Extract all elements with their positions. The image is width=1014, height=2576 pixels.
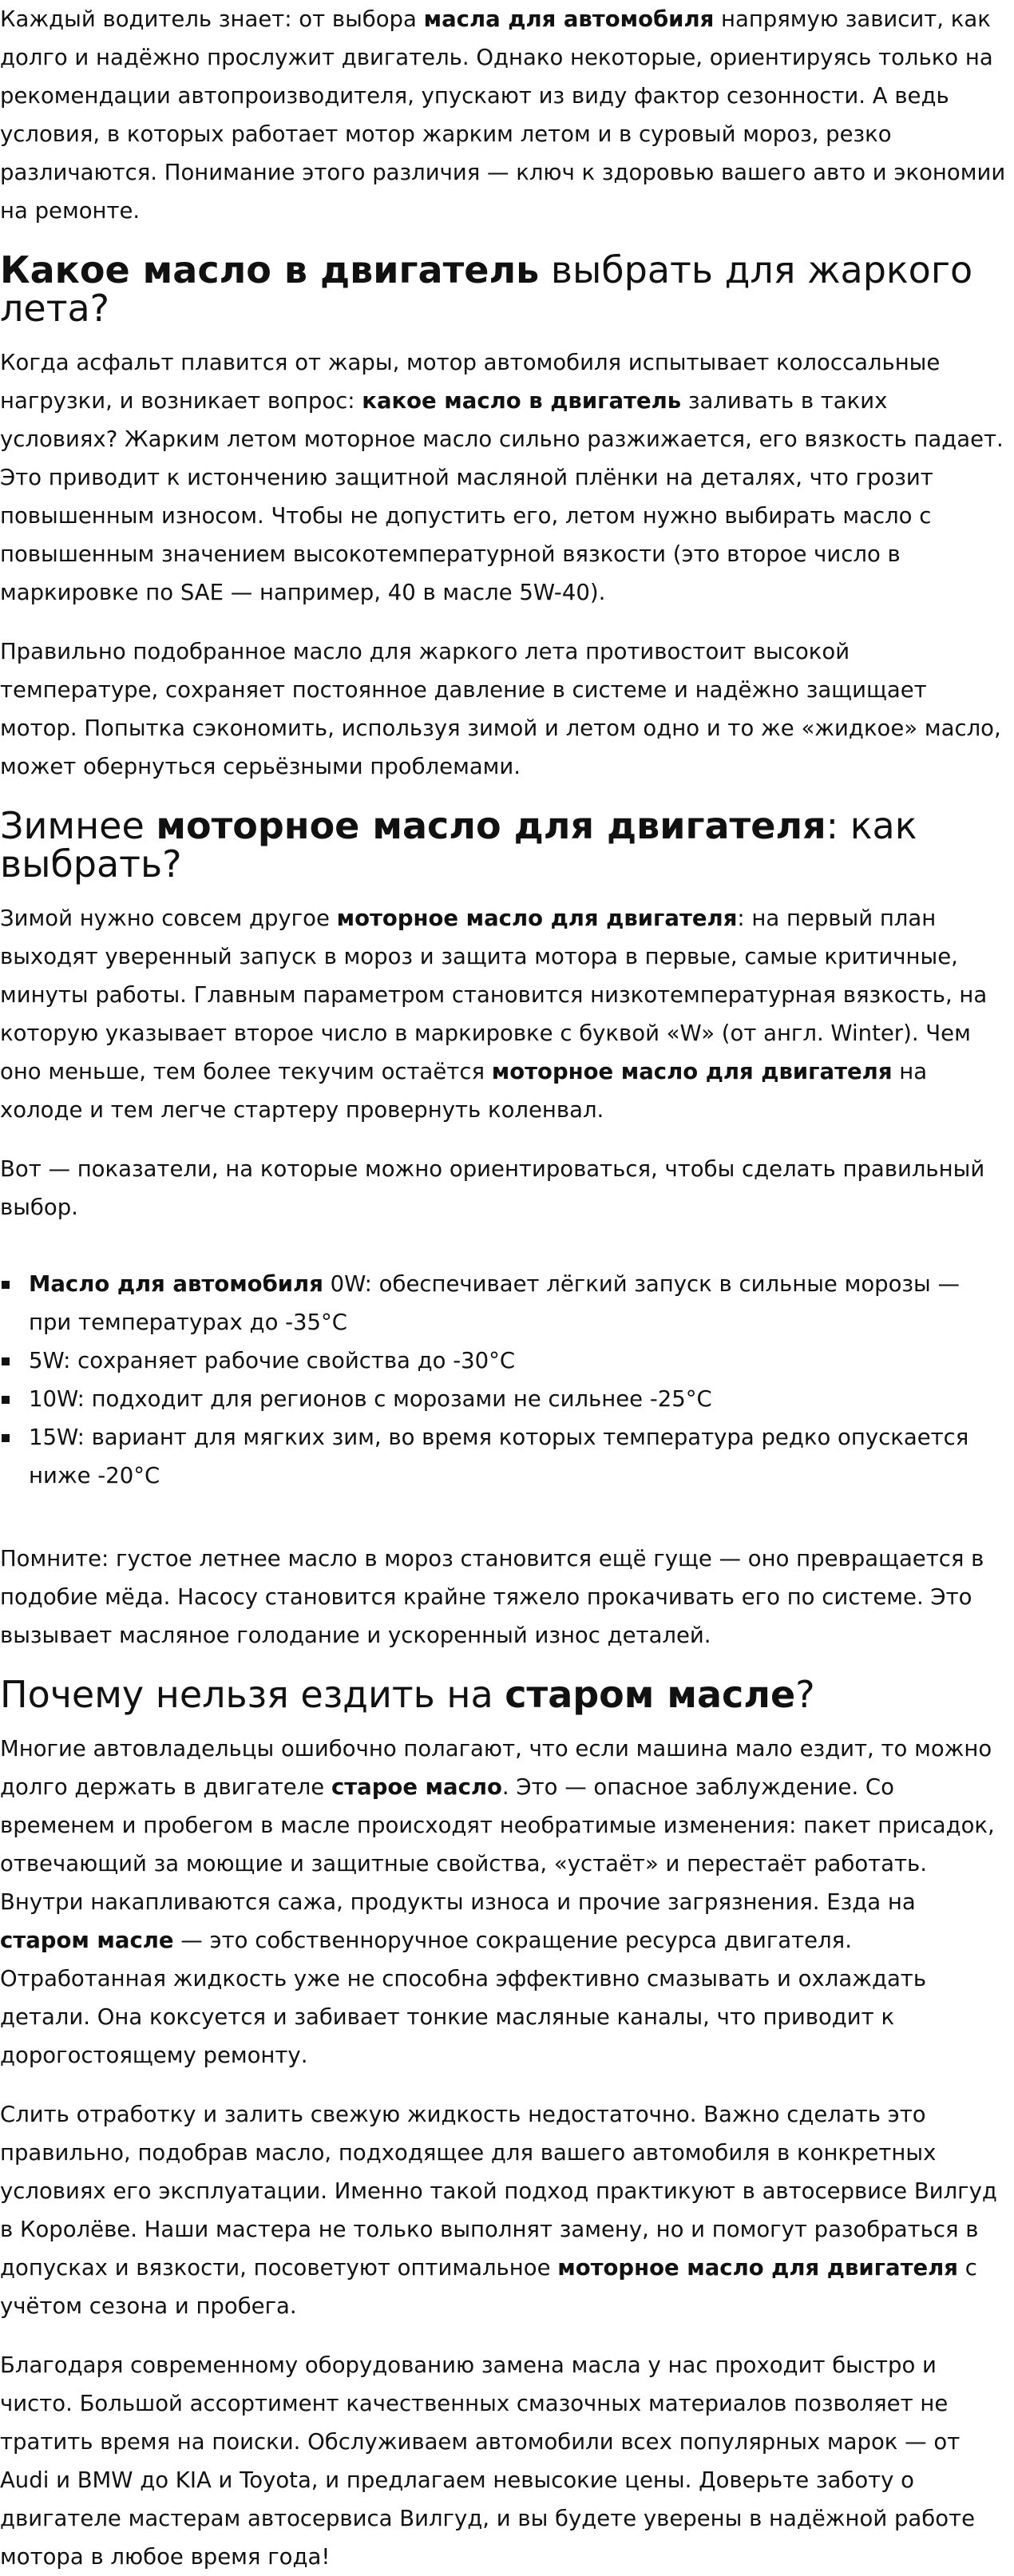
text-span: 10W: подходит для регионов с морозами не сильнее -25°C	[29, 1386, 712, 1412]
keyword-bold: какое масло в двигатель	[362, 388, 682, 414]
heading-text: ?	[795, 1673, 815, 1716]
heading-bold: Какое масло в двигатель	[0, 248, 540, 291]
winter-paragraph-2	[0, 1150, 1008, 1227]
text-span: . Это — опасное заблуждение. Со временем и пробегом в масле происходят необратимые изменения: пакет присадок, отвечающий за моющие и защитные свойства, «устаёт» и перестаёт работать. Внутри накапливаются сажа, продукты износа и прочие загрязнения. Езда на	[0, 1774, 995, 1915]
intro-paragraph	[0, 0, 1008, 230]
text-span: напрямую зависит, как долго и надёжно прослужит двигатель. Однако некоторые, ориентируясь только на рекомендации автопроизводителя, упускают из виду фактор сезонности. А ведь условия, в которых работает мотор жарким летом и в суровый мороз, резко различаются. Понимание этого различия — ключ к здоровью вашего авто и экономии на ремонте.	[0, 6, 1006, 224]
keyword-bold: старом масле	[0, 1928, 174, 1953]
list-item	[0, 1265, 1008, 1342]
text-span: с учётом сезона и пробега.	[0, 2255, 977, 2319]
text-span: Когда асфальт плавится от жары, мотор автомобиля испытывает колоссальные нагрузки, и возникает вопрос:	[0, 350, 941, 414]
heading-text: Почему нельзя ездить на	[0, 1673, 505, 1716]
winter-paragraph-3	[0, 1540, 1008, 1655]
text-span: заливать в таких условиях? Жарким летом моторное масло сильно разжижается, его вязкость падает. Это приводит к истончению защитной масляной плёнки на деталях, что грозит повышенным износом. Чтобы не допустить его, летом нужно выбирать масло с повышенным значением высокотемпературной вязкости (это второе число в маркировке по SAE — например, 40 в масле 5W-40).	[0, 388, 1004, 605]
text-span: Правильно подобранное масло для жаркого лета противостоит высокой температуре, сохраняет постоянное давление в системе и надёжно защищает мотор. Попытка сэкономить, используя зимой и летом одно и то же «жидкое» масло, может обернуться серьёзными проблемами.	[0, 639, 1001, 779]
heading-winter-oil	[0, 804, 1008, 886]
text-span: Благодаря современному оборудованию замена масла у нас проходит быстро и чисто. Большой ассортимент качественных смазочных материалов позволяет не тратить время на поиски. Обслуживаем автомобили всех популярных марок — от Audi и BMW до KIA и Toyota, и предлагаем невысокие цены. Доверьте заботу о двигателе мастерам автосервиса Вилгуд, и вы будете уверены в надёжной работе мотора в любое время года!	[0, 2352, 976, 2570]
text-span: Вот — показатели, на которые можно ориентироваться, чтобы сделать правильный выбор.	[0, 1156, 985, 1220]
winter-paragraph-1	[0, 899, 1008, 1129]
closing-paragraph	[0, 2346, 1008, 2576]
heading-old-oil	[0, 1675, 1008, 1714]
text-span: Каждый водитель знает: от выбора	[0, 6, 424, 32]
keyword-bold: масла для автомобиля	[423, 6, 715, 32]
keyword-bold: моторное масло для двигателя	[336, 906, 738, 931]
text-span: на холоде и тем легче стартеру провернуть коленвал.	[0, 1059, 928, 1123]
keyword-bold: моторное масло для двигателя	[557, 2255, 958, 2281]
text-span: Помните: густое летнее масло в мороз становится ещё гуще — оно превращается в подобие мёда. Насосу становится крайне тяжело прокачивать его по системе. Это вызывает масляное голодание и ускоренный износ деталей.	[0, 1546, 984, 1648]
list-item	[0, 1342, 1008, 1380]
text-span: Слить отработку и залить свежую жидкость недостаточно. Важно сделать это правильно, подобрав масло, подходящее для вашего автомобиля в конкретных условиях его эксплуатации. Именно такой подход практикуют в автосервисе Вилгуд в Королёве. Наши мастера не только выполнят замену, но и помогут разобраться в допусках и вязкости, посоветуют оптимальное	[0, 2102, 997, 2281]
summer-paragraph-1	[0, 343, 1008, 612]
text-span: : на первый план выходят уверенный запуск в мороз и защита мотора в первые, самые критичные, минуты работы. Главным параметром становится низкотемпературная вязкость, на которую указывает второе число в маркировке с буквой «W» (от англ. Winter). Чем оно меньше, тем более текучим остаётся	[0, 906, 988, 1084]
keyword-bold: моторное масло для двигателя	[491, 1059, 893, 1084]
text-span: 0W: обеспечивает лёгкий запуск в сильные морозы — при температурах до -35°C	[29, 1271, 961, 1335]
heading-summer-oil	[0, 248, 1008, 330]
heading-text: : как выбрать?	[0, 804, 917, 886]
old-oil-paragraph-2	[0, 2095, 1008, 2325]
text-span: Зимой нужно совсем другое	[0, 906, 337, 931]
heading-text: Зимнее	[0, 804, 156, 847]
list-item	[0, 1418, 1008, 1495]
summer-paragraph-2	[0, 632, 1008, 786]
list-item	[0, 1380, 1008, 1418]
heading-bold: моторное масло для двигателя	[156, 804, 826, 847]
text-span: — это собственноручное сокращение ресурса двигателя. Отработанная жидкость уже не способна эффективно смазывать и охлаждать детали. Она коксуется и забивает тонкие масляные каналы, что приводит к дорогостоящему ремонту.	[0, 1928, 927, 2068]
old-oil-paragraph-1	[0, 1730, 1008, 2075]
heading-bold: старом масле	[505, 1673, 796, 1716]
heading-text: выбрать для жаркого лета?	[0, 248, 973, 330]
text-span: 15W: вариант для мягких зим, во время которых температура редко опускается ниже -20°C	[29, 1425, 969, 1488]
viscosity-list	[0, 1265, 1008, 1495]
keyword-bold: Масло для автомобиля	[29, 1271, 323, 1297]
keyword-bold: старое масло	[331, 1774, 502, 1800]
text-span: 5W: сохраняет рабочие свойства до -30°C	[29, 1348, 516, 1373]
text-span: Многие автовладельцы ошибочно полагают, что если машина мало ездит, то можно долго держать в двигателе	[0, 1736, 992, 1800]
